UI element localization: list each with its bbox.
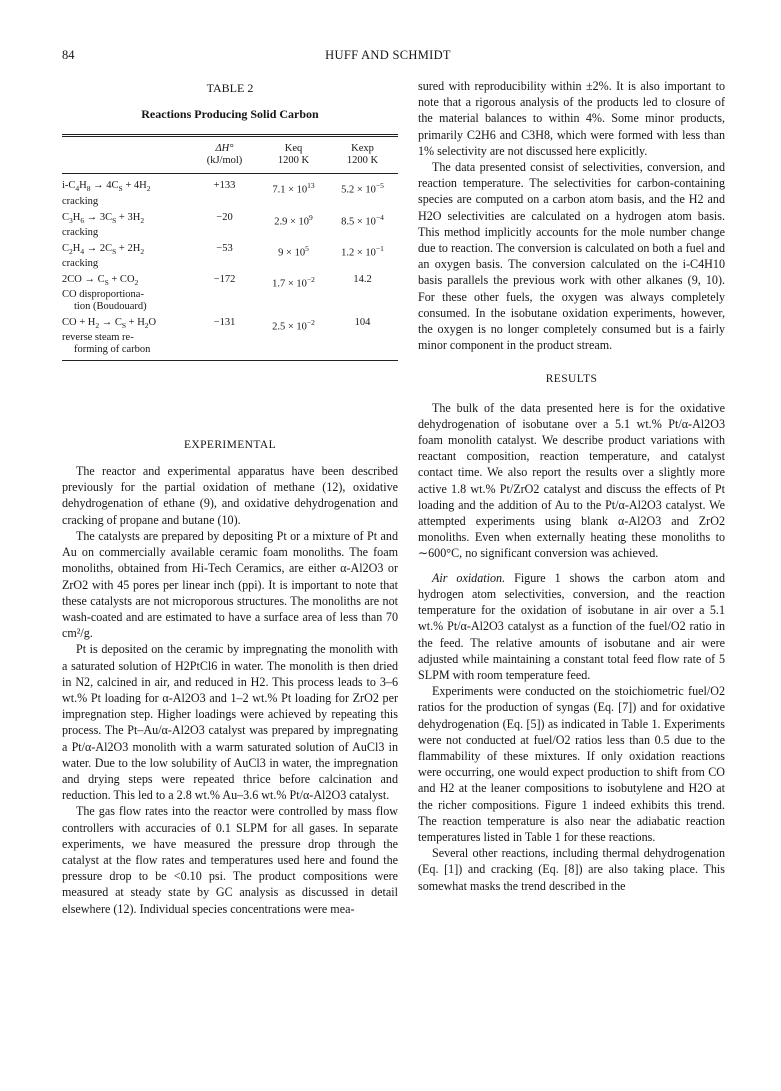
value-cell-dh: −20 <box>216 211 233 223</box>
table-row <box>62 210 398 241</box>
reaction-cell <box>62 212 190 239</box>
reaction-note: forming of carbon <box>74 343 151 355</box>
col-header-kexp: Kexp 1200 K <box>346 143 379 167</box>
results-paragraph: The bulk of the data presented here is for the oxidative dehydrogenation of isobutane over a 5.1 wt.% Pt/α-Al2O3 foam monolith catalyst. We describe product variations with reactant composition, reaction temperature, and catalyst contact time. We also report the results over a slightly more active 1.8 wt.% Pt/ZrO2 catalyst and discuss the effects of Pt loading and the addition of Au to the Pt/α-Al2O3 catalyst. We attempted experiments using blank α-Al2O3 and ZrO2 monoliths. Even when externally heating these monoliths to ∼600°C, no significant conversion was achieved. <box>418 400 725 561</box>
reaction-note: cracking <box>62 226 99 238</box>
page-number: 84 <box>62 48 75 62</box>
value-cell-dh: +133 <box>213 180 236 192</box>
reaction-cell <box>62 180 190 207</box>
running-head: HUFF AND SCHMIDT <box>325 48 451 62</box>
value-cell-dh: −172 <box>213 273 236 285</box>
continued-paragraph: sured with reproducibility within ±2%. It is also important to note that a rigorous analysis of the products led to closure of the material balances to within 4%. Some minor products, primarily C2H6 and C3H8, which were formed with less than 1% selectivity are not discussed here explicitly. <box>418 79 725 158</box>
table-title: Reactions Producing Solid Carbon <box>141 107 319 122</box>
value-cell-keq: $2.5 \times 10^{-2}$ <box>272 317 315 333</box>
reaction-equation: $2CO \to C_S + CO_2$ <box>62 273 139 287</box>
reaction-equation: $i-C_4H_8 \to 4C_S + 4H_2$ <box>62 180 151 194</box>
experimental-heading: EXPERIMENTAL <box>183 438 277 451</box>
air-oxidation-paragraph <box>418 570 725 683</box>
data-paragraph: The data presented consist of selectivities, conversion, and reaction temperature. The selectivities for carbon-containing species are computed on a carbon atom basis, and the H2 and H2O selectivities are calculated on a hydrogen atom basis. This method implicitly accounts for the mole number change due to reaction. The conversion is calculated on both a fuel and an oxygen basis. The conversion calculated on the i-C4H10 basis parallels the previous work with other alkanes (9, 10). For these other fuels, the oxygen was always completely consumed. In the isobutane oxidation experiments, however, the oxygen is no longer completely consumed but is a fairly minor component in the product stream. <box>418 160 725 353</box>
experimental-paragraph: The catalysts are prepared by depositing Pt or a mixture of Pt and Au on commercially available ceramic foam monoliths. The foam monoliths, obtained from Hi-Tech Ceramics, are either α-Al2O3 or ZrO2 with 45 pores per linear inch (ppi). It is important to note that these catalysts are not microporous structures. The monoliths are not wash-coated and are estimated to have a surface area of less than 70 cm²/g. <box>62 528 398 641</box>
value-cell-dh: −53 <box>216 242 233 254</box>
results-heading: RESULTS <box>545 373 598 386</box>
experimental-paragraph: The reactor and experimental apparatus have been described previously for the partial oxidation of methane (12), oxidative dehydrogenation of ethane (9), and oxidative dehydrogenation and cracking of propane and butane (10). <box>62 464 398 527</box>
reaction-equation: $C_2H_4 \to 2C_S + 2H_2$ <box>62 242 145 256</box>
left-column <box>62 78 398 917</box>
value-cell-dh: −131 <box>213 316 236 328</box>
air-oxidation-runin: Air oxidation. <box>432 570 506 585</box>
reaction-cell <box>62 274 190 313</box>
reaction-note: cracking <box>62 195 99 207</box>
value-cell-kexp: 104 <box>354 316 371 328</box>
last-paragraph: Several other reactions, including thermal dehydrogenation (Eq. [1]) and cracking (Eq. [8]) are also taking place. This somewhat masks the trend described in the <box>418 846 725 893</box>
value-cell-kexp: 14.2 <box>353 273 372 285</box>
reaction-note: cracking <box>62 257 99 269</box>
reaction-note: reverse steam re- <box>62 331 134 343</box>
value-cell-keq: $2.9 \times 10^9$ <box>274 212 313 227</box>
table-row <box>62 272 398 315</box>
value-cell-kexp: $8.5 \times 10^{-4}$ <box>341 212 384 227</box>
value-cell-keq: $9 \times 10^5$ <box>278 243 309 259</box>
table-label: TABLE 2 <box>206 81 254 95</box>
reaction-equation: CO + $H_2 \to C_S + H_2O$ <box>62 316 157 330</box>
experimental-paragraph: The gas flow rates into the reactor were controlled by mass flow controllers with accuracies of 0.1 SLPM for all gases. In separate experiments, we have measured the pressure drop through the catalyst at the flow rates and temperatures used here and found the pressure drop to be <0.10 psi. The product compositions were measured at steady state by GC analysis as discussed in detail elsewhere (12). Individual species concentrations were mea- <box>62 804 398 916</box>
value-cell-kexp: $5.2 \times 10^{-5}$ <box>341 181 384 196</box>
col-header-dh: ΔH° (kJ/mol) <box>206 143 243 167</box>
reaction-equation: $C_3H_6 \to 3C_S + 3H_2$ <box>62 211 145 225</box>
right-column <box>418 78 725 894</box>
table-row <box>62 178 398 209</box>
reaction-note: CO disproportiona- <box>62 288 144 300</box>
value-cell-keq: $1.7 \times 10^{-2}$ <box>272 274 315 290</box>
page-header <box>62 48 714 68</box>
table-row <box>62 315 398 358</box>
table-2 <box>62 80 398 361</box>
value-cell-kexp: $1.2 \times 10^{-1}$ <box>341 243 384 259</box>
reaction-note: tion (Boudouard) <box>74 300 147 312</box>
air-oxidation-text: Figure 1 shows the carbon atom and hydrogen atom selectivities, conversion, and the reaction temperature for the oxidation of isobutane in air over a 5.1 wt.% Pt/α-Al2O3 catalyst as a function of the fuel/O2 ratio in the feed. The relative amounts of isobutane and air were adjusted while maintaining a constant total feed flow rate of 5 SLPM with room temperature feed. <box>418 570 726 682</box>
reaction-cell <box>62 317 190 356</box>
experiments-paragraph: Experiments were conducted on the stoichiometric fuel/O2 ratios for the production of syngas (Eq. [7]) and for oxidative dehydrogenation (Eq. [5]) as indicated in Table 1. Experiments were not conducted at fuel/O2 ratios less than 0.5 due to the flammability of these mixtures. If only oxidation reactions were occurring, one would expect production to shift from CO and H2 at the leaner compositions to isobutylene and H2O at the richer compositions. Figure 1 indeed exhibits this trend. The reaction temperature is also near the adiabatic reaction temperatures listed in Table 1 for these reactions. <box>418 684 725 844</box>
col-header-keq: Keq 1200 K <box>277 143 310 167</box>
table-row <box>62 241 398 272</box>
value-cell-keq: $7.1 \times 10^{13}$ <box>272 181 315 196</box>
reaction-cell <box>62 243 190 270</box>
table-body <box>62 174 398 357</box>
table-header-row <box>62 137 398 173</box>
experimental-paragraph: Pt is deposited on the ceramic by impregnating the monolith with a saturated solution of H2PtCl6 in water. The monolith is then dried in N2, calcined in air, and reduced in H2. This process leads to 3–6 wt.% Pt loading for α-Al2O3 and 1–2 wt.% Pt loading for ZrO2 per impregnation step. Higher loadings were achieved by repeating this process. The Pt–Au/α-Al2O3 catalyst was prepared by impregnating a Pt/α-Al2O3 monolith with a warm saturated solution of AuCl3 in water. Due to the low solubility of AuCl3 in water, the impregnation and drying steps were repeated thrice before calcination and reduction. This led to a 2.8 wt.% Au–3.6 wt.% Pt/α-Al2O3 catalyst. <box>62 642 398 803</box>
